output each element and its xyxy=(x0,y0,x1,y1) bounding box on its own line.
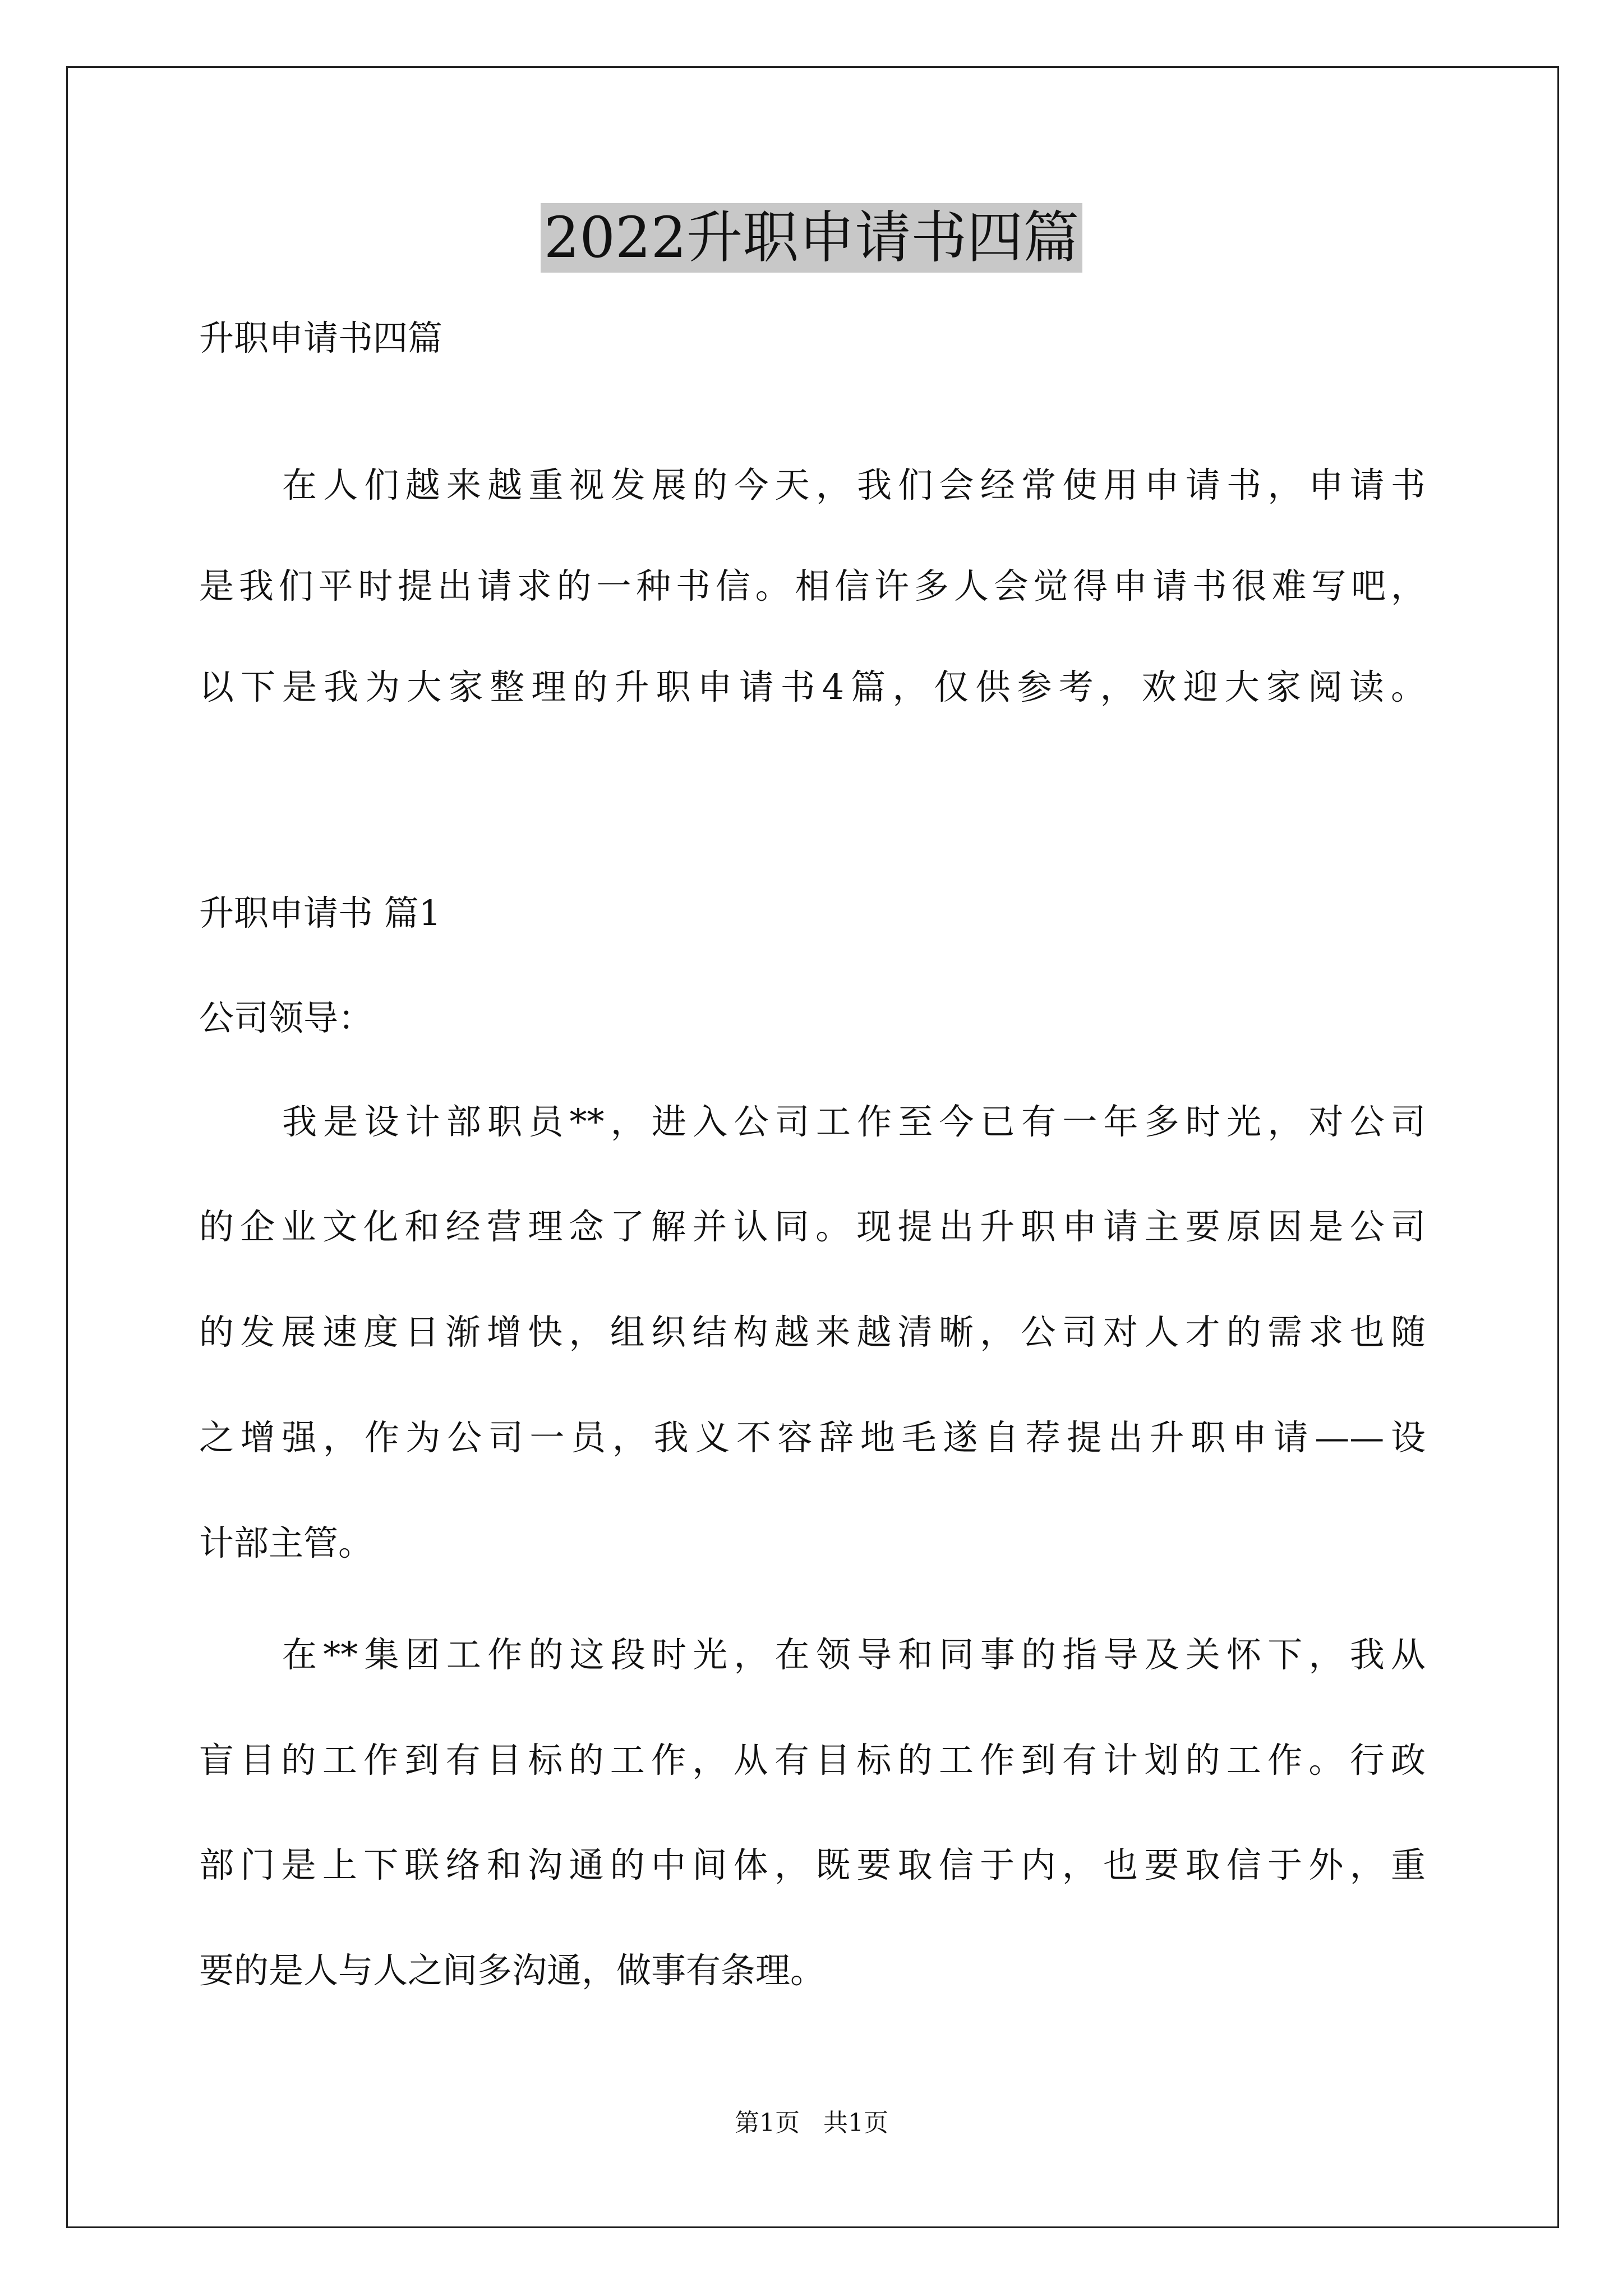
paragraph1-line-3: 的发展速度日渐增快，组织结构越来越清晰，公司对人才的需求也随 xyxy=(199,1312,1426,1352)
document-subtitle: 升职申请书四篇 xyxy=(199,318,443,358)
intro-line-2: 是我们平时提出请求的一种书信。相信许多人会觉得申请书很难写吧， xyxy=(199,565,1426,606)
intro-line-3: 以下是我为大家整理的升职申请书4篇，仅供参考，欢迎大家阅读。 xyxy=(199,666,1426,707)
paragraph1-line-2: 的企业文化和经营理念了解并认同。现提出升职申请主要原因是公司 xyxy=(199,1206,1426,1247)
page-total: 共1页 xyxy=(823,2109,888,2137)
paragraph1-line-1: 我是设计部职员**，进入公司工作至今已有一年多时光，对公司 xyxy=(282,1101,1426,1142)
page-footer xyxy=(0,2106,1623,2140)
page-number: 第1页 xyxy=(735,2109,800,2137)
section-heading: 升职申请书 篇1 xyxy=(199,892,441,933)
intro-line-1: 在人们越来越重视发展的今天，我们会经常使用申请书，申请书 xyxy=(282,464,1426,505)
paragraph2-line-1: 在**集团工作的这段时光，在领导和同事的指导及关怀下，我从 xyxy=(282,1634,1426,1675)
paragraph2-line-4: 要的是人与人之间多沟通，做事有条理。 xyxy=(199,1950,826,1991)
document-title: 2022升职申请书四篇 xyxy=(541,203,1083,273)
paragraph1-line-4: 之增强，作为公司一员，我义不容辞地毛遂自荐提出升职申请——设 xyxy=(199,1417,1426,1458)
page-border xyxy=(66,66,1559,2228)
paragraph1-line-5: 计部主管。 xyxy=(199,1522,374,1563)
paragraph2-line-3: 部门是上下联络和沟通的中间体，既要取信于内，也要取信于外，重 xyxy=(199,1844,1426,1885)
paragraph2-line-2: 盲目的工作到有目标的工作，从有目标的工作到有计划的工作。行政 xyxy=(199,1740,1426,1780)
document-title-wrap xyxy=(0,203,1623,288)
salutation: 公司领导： xyxy=(199,997,374,1038)
